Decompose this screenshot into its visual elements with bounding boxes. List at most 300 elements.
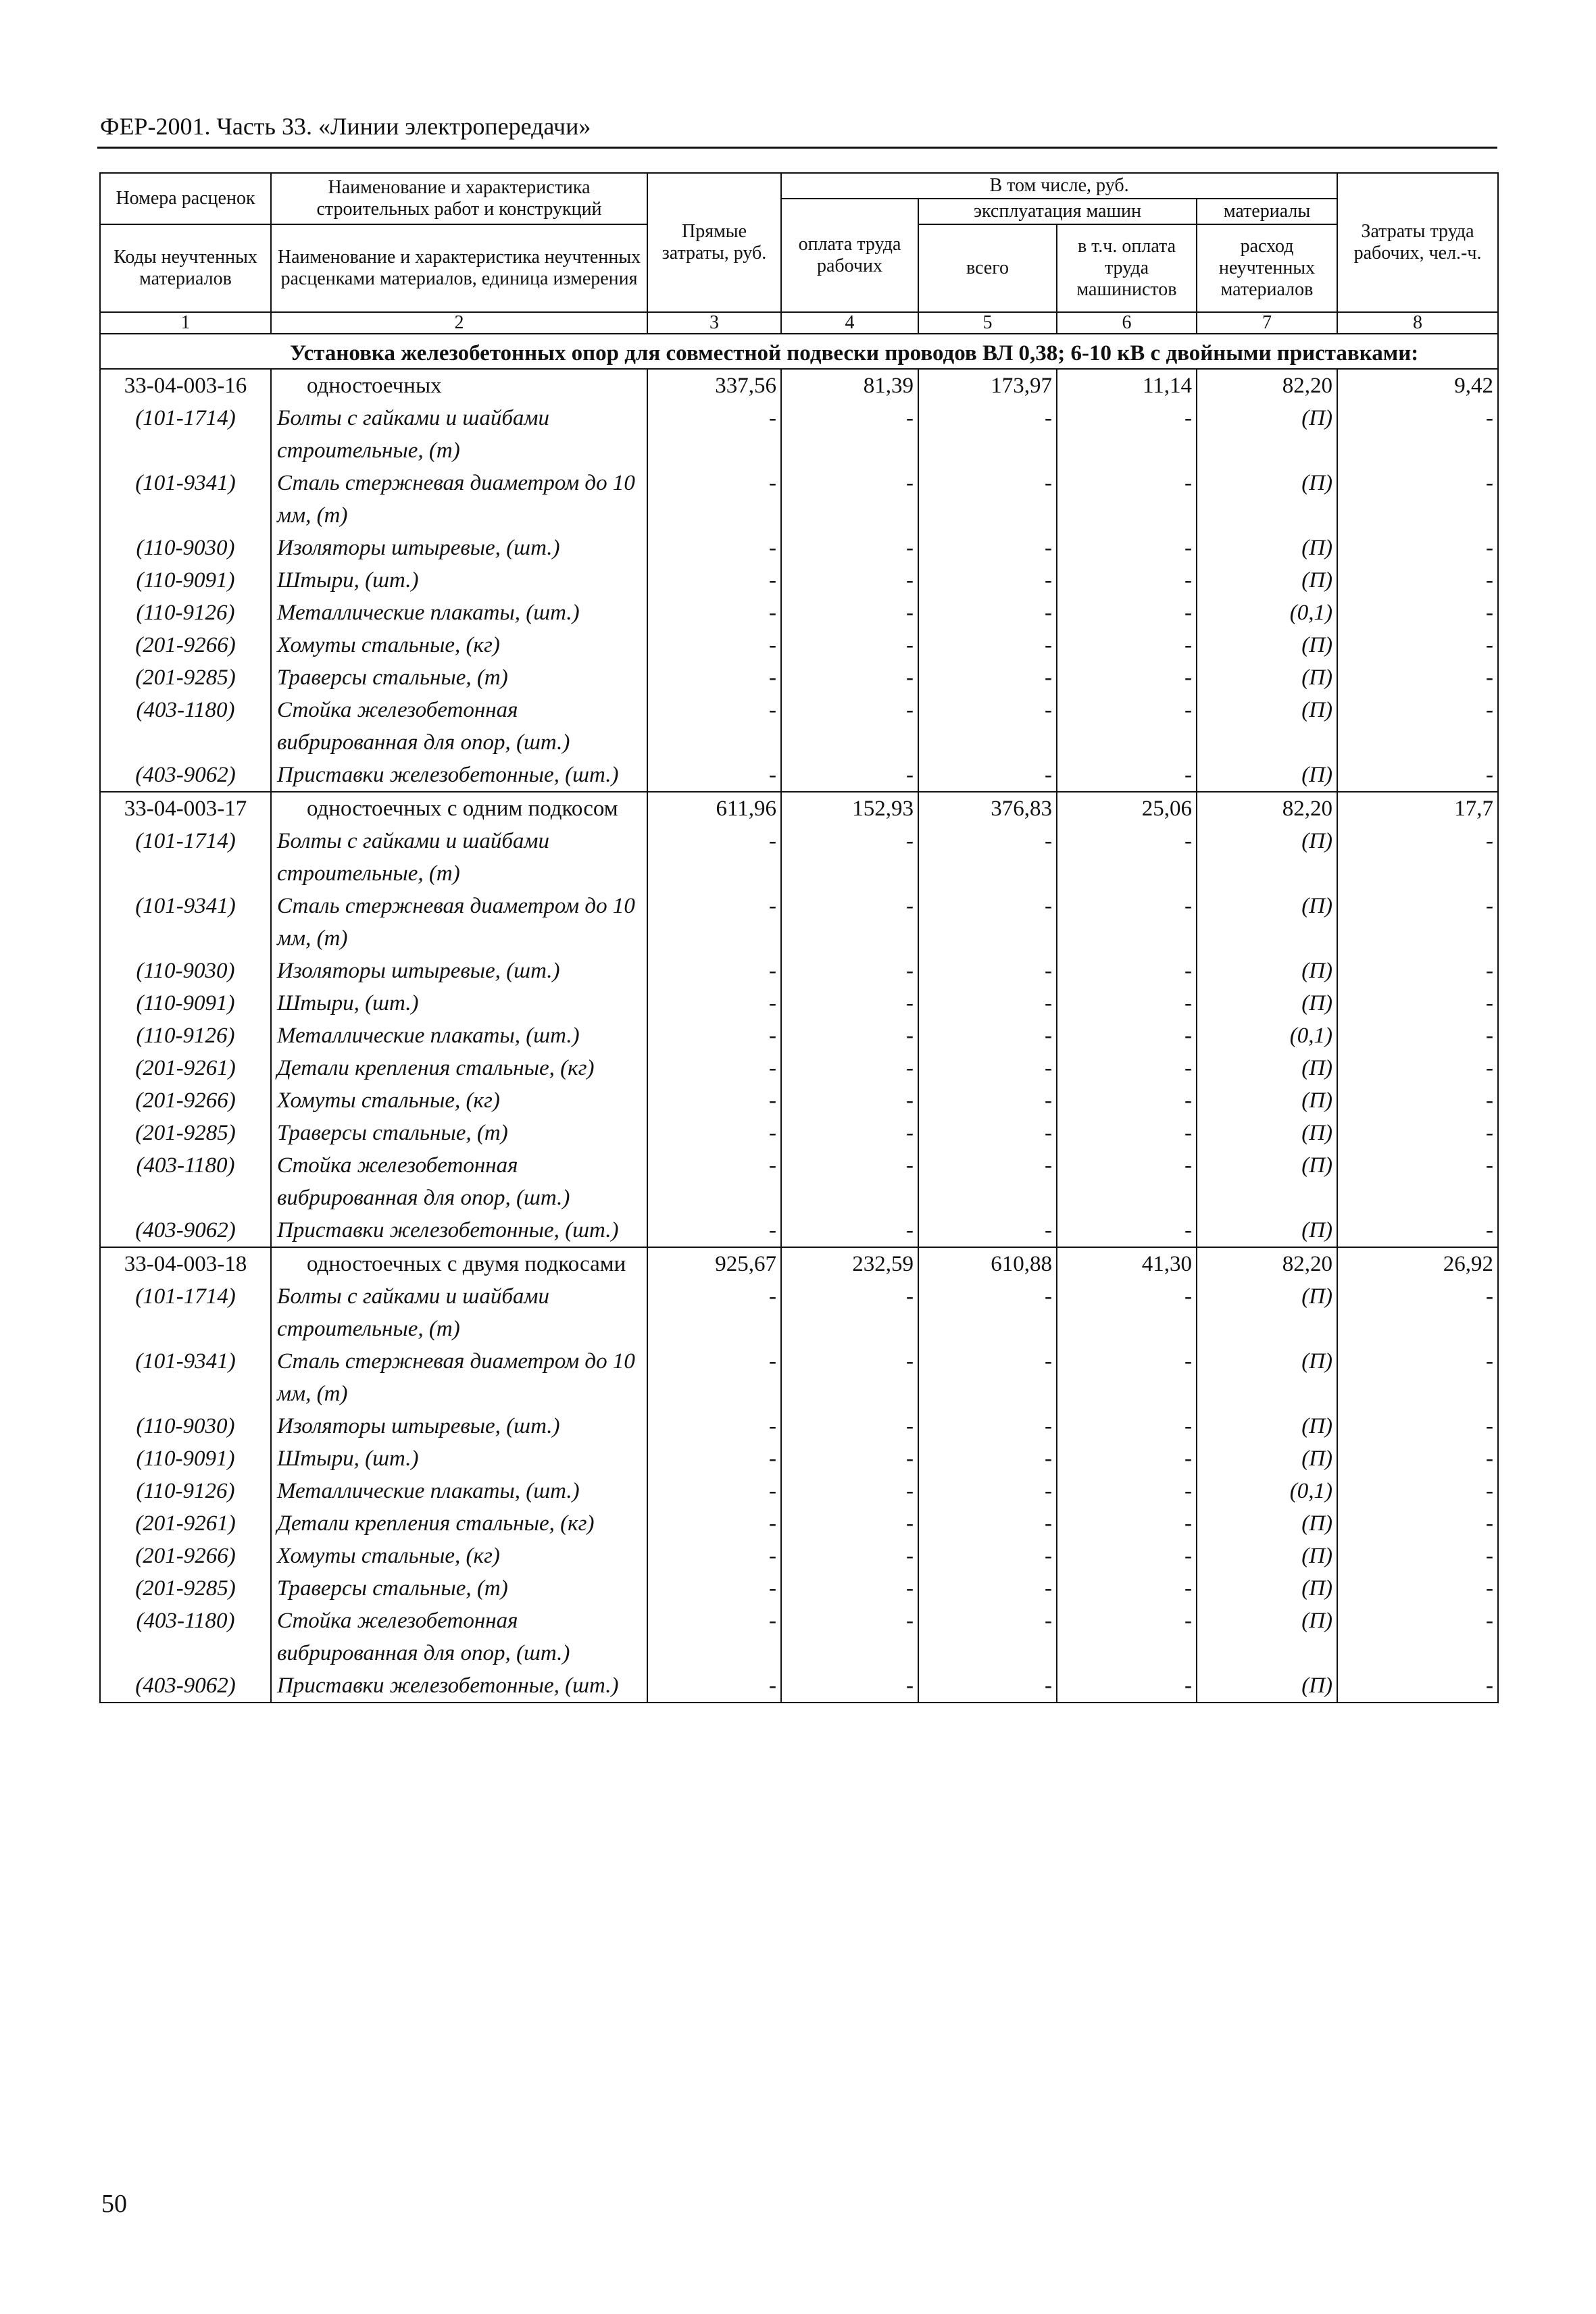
dash-cell: - <box>918 825 1057 890</box>
material-name: Траверсы стальные, (т) <box>271 1117 647 1149</box>
column-number: 1 <box>100 312 271 334</box>
material-quantity: (П) <box>1197 1149 1337 1214</box>
dash-cell: - <box>1057 661 1197 694</box>
dash-cell: - <box>647 597 781 629</box>
material-code: (101-1714) <box>100 402 271 467</box>
material-quantity: (П) <box>1197 759 1337 792</box>
material-code: (110-9126) <box>100 597 271 629</box>
dash-cell: - <box>1057 955 1197 987</box>
dash-cell: - <box>781 825 918 890</box>
dash-cell: - <box>781 1605 918 1669</box>
material-name: Металлические плакаты, (шт.) <box>271 1020 647 1052</box>
material-name: Траверсы стальные, (т) <box>271 661 647 694</box>
machines-total: 376,83 <box>918 792 1057 825</box>
dash-cell: - <box>918 402 1057 467</box>
dash-cell: - <box>647 987 781 1020</box>
dash-cell: - <box>647 1020 781 1052</box>
material-name: Металлические плакаты, (шт.) <box>271 1475 647 1507</box>
material-name: Детали крепления стальные, (кг) <box>271 1052 647 1084</box>
material-code: (101-1714) <box>100 1280 271 1345</box>
dash-cell: - <box>1057 987 1197 1020</box>
material-row <box>100 694 1498 759</box>
dash-cell: - <box>647 467 781 532</box>
dash-cell: - <box>647 564 781 597</box>
material-row <box>100 597 1498 629</box>
materials-cost: 82,20 <box>1197 1247 1337 1280</box>
head-operators-pay: в т.ч. оплата труда машинистов <box>1057 224 1197 312</box>
dash-cell: - <box>1057 467 1197 532</box>
material-row <box>100 532 1498 564</box>
material-name: Стойка железобетонная вибрированная для опор, (шт.) <box>271 1605 647 1669</box>
dash-cell: - <box>1057 1475 1197 1507</box>
dash-cell: - <box>1337 1214 1498 1247</box>
material-row <box>100 1117 1498 1149</box>
dash-cell: - <box>1337 1084 1498 1117</box>
material-name: Детали крепления стальные, (кг) <box>271 1507 647 1540</box>
material-quantity: (П) <box>1197 402 1337 467</box>
dash-cell: - <box>781 1442 918 1475</box>
material-row <box>100 987 1498 1020</box>
dash-cell: - <box>647 1052 781 1084</box>
dash-cell: - <box>1057 694 1197 759</box>
dash-cell: - <box>1337 1117 1498 1149</box>
dash-cell: - <box>781 1084 918 1117</box>
section-title: Установка железобетонных опор для совместной подвески проводов ВЛ 0,38; 6-10 кВ с двойными приставками: <box>100 334 1498 369</box>
dash-cell: - <box>1337 890 1498 955</box>
dash-cell: - <box>1057 1410 1197 1442</box>
material-code: (201-9261) <box>100 1507 271 1540</box>
dash-cell: - <box>781 1345 918 1410</box>
running-header: ФЕР-2001. Часть 33. «Линии электропередачи» <box>100 113 591 140</box>
material-code: (403-1180) <box>100 1605 271 1669</box>
dash-cell: - <box>1337 987 1498 1020</box>
material-quantity: (0,1) <box>1197 1020 1337 1052</box>
material-code: (201-9261) <box>100 1052 271 1084</box>
material-quantity: (П) <box>1197 467 1337 532</box>
rate-row <box>100 369 1498 402</box>
column-number: 2 <box>271 312 647 334</box>
dash-cell: - <box>918 1149 1057 1214</box>
material-row <box>100 1020 1498 1052</box>
dash-cell: - <box>647 532 781 564</box>
dash-cell: - <box>1057 597 1197 629</box>
rate-name: одностоечных <box>271 369 647 402</box>
dash-cell: - <box>918 1410 1057 1442</box>
dash-cell: - <box>1337 955 1498 987</box>
dash-cell: - <box>647 1507 781 1540</box>
rates-table <box>99 172 1499 1703</box>
material-row <box>100 467 1498 532</box>
dash-cell: - <box>918 1345 1057 1410</box>
dash-cell: - <box>647 955 781 987</box>
dash-cell: - <box>1337 1345 1498 1410</box>
material-row <box>100 1669 1498 1703</box>
labor-pay: 232,59 <box>781 1247 918 1280</box>
material-row <box>100 1345 1498 1410</box>
dash-cell: - <box>1057 1442 1197 1475</box>
dash-cell: - <box>1057 1507 1197 1540</box>
rate-name: одностоечных с двумя подкосами <box>271 1247 647 1280</box>
material-name: Хомуты стальные, (кг) <box>271 629 647 661</box>
material-name: Изоляторы штыревые, (шт.) <box>271 955 647 987</box>
dash-cell: - <box>647 661 781 694</box>
labor-hours: 26,92 <box>1337 1247 1498 1280</box>
head-machines-total: всего <box>918 224 1057 312</box>
material-quantity: (П) <box>1197 1084 1337 1117</box>
dash-cell: - <box>1057 1052 1197 1084</box>
material-quantity: (П) <box>1197 1540 1337 1572</box>
material-row <box>100 1084 1498 1117</box>
dash-cell: - <box>918 629 1057 661</box>
material-code: (201-9285) <box>100 1117 271 1149</box>
dash-cell: - <box>1337 1669 1498 1703</box>
machines-total: 610,88 <box>918 1247 1057 1280</box>
dash-cell: - <box>781 1410 918 1442</box>
dash-cell: - <box>918 532 1057 564</box>
dash-cell: - <box>1337 1410 1498 1442</box>
material-quantity: (П) <box>1197 1280 1337 1345</box>
dash-cell: - <box>781 1475 918 1507</box>
dash-cell: - <box>647 1669 781 1703</box>
material-row <box>100 661 1498 694</box>
column-numbers-row <box>100 312 1498 334</box>
material-code: (403-9062) <box>100 1214 271 1247</box>
dash-cell: - <box>1337 1507 1498 1540</box>
material-quantity: (П) <box>1197 825 1337 890</box>
column-number: 7 <box>1197 312 1337 334</box>
column-number: 8 <box>1337 312 1498 334</box>
dash-cell: - <box>647 759 781 792</box>
dash-cell: - <box>647 1442 781 1475</box>
dash-cell: - <box>1337 1020 1498 1052</box>
material-code: (101-1714) <box>100 825 271 890</box>
material-code: (201-9266) <box>100 629 271 661</box>
material-row <box>100 955 1498 987</box>
table-head <box>100 173 1498 334</box>
dash-cell: - <box>1337 1280 1498 1345</box>
dash-cell: - <box>647 1084 781 1117</box>
direct-costs: 925,67 <box>647 1247 781 1280</box>
material-code: (110-9091) <box>100 564 271 597</box>
material-quantity: (0,1) <box>1197 597 1337 629</box>
operators-pay: 41,30 <box>1057 1247 1197 1280</box>
dash-cell: - <box>781 955 918 987</box>
dash-cell: - <box>781 1214 918 1247</box>
rates-table-container <box>99 172 1497 1703</box>
column-number: 3 <box>647 312 781 334</box>
dash-cell: - <box>1057 1149 1197 1214</box>
dash-cell: - <box>1337 825 1498 890</box>
material-quantity: (П) <box>1197 1572 1337 1605</box>
material-quantity: (П) <box>1197 987 1337 1020</box>
material-name: Сталь стержневая диаметром до 10 мм, (т) <box>271 1345 647 1410</box>
material-name: Металлические плакаты, (шт.) <box>271 597 647 629</box>
material-row <box>100 1410 1498 1442</box>
material-name: Приставки железобетонные, (шт.) <box>271 759 647 792</box>
labor-hours: 9,42 <box>1337 369 1498 402</box>
dash-cell: - <box>781 1572 918 1605</box>
material-quantity: (0,1) <box>1197 1475 1337 1507</box>
material-quantity: (П) <box>1197 1117 1337 1149</box>
dash-cell: - <box>1337 759 1498 792</box>
dash-cell: - <box>918 1572 1057 1605</box>
dash-cell: - <box>647 1117 781 1149</box>
rate-code: 33-04-003-18 <box>100 1247 271 1280</box>
material-code: (403-9062) <box>100 759 271 792</box>
dash-cell: - <box>1057 1572 1197 1605</box>
direct-costs: 611,96 <box>647 792 781 825</box>
head-labor-pay: оплата труда рабочих <box>781 199 918 312</box>
head-material-codes: Коды неучтенных материалов <box>100 224 271 312</box>
material-quantity: (П) <box>1197 890 1337 955</box>
dash-cell: - <box>647 1214 781 1247</box>
material-code: (403-1180) <box>100 694 271 759</box>
material-code: (201-9285) <box>100 661 271 694</box>
dash-cell: - <box>1337 1572 1498 1605</box>
material-row <box>100 1280 1498 1345</box>
material-code: (101-9341) <box>100 1345 271 1410</box>
material-row <box>100 1572 1498 1605</box>
dash-cell: - <box>781 1020 918 1052</box>
dash-cell: - <box>1337 1475 1498 1507</box>
material-row <box>100 825 1498 890</box>
material-code: (101-9341) <box>100 890 271 955</box>
table-body <box>100 334 1498 1703</box>
material-quantity: (П) <box>1197 661 1337 694</box>
material-name: Приставки железобетонные, (шт.) <box>271 1214 647 1247</box>
operators-pay: 11,14 <box>1057 369 1197 402</box>
dash-cell: - <box>781 532 918 564</box>
material-name: Траверсы стальные, (т) <box>271 1572 647 1605</box>
materials-cost: 82,20 <box>1197 369 1337 402</box>
material-code: (201-9285) <box>100 1572 271 1605</box>
dash-cell: - <box>918 1117 1057 1149</box>
material-row <box>100 890 1498 955</box>
column-number: 6 <box>1057 312 1197 334</box>
dash-cell: - <box>781 1149 918 1214</box>
material-row <box>100 629 1498 661</box>
dash-cell: - <box>1057 1540 1197 1572</box>
material-name: Хомуты стальные, (кг) <box>271 1084 647 1117</box>
material-row <box>100 759 1498 792</box>
dash-cell: - <box>781 629 918 661</box>
column-number: 5 <box>918 312 1057 334</box>
dash-cell: - <box>918 1442 1057 1475</box>
material-name: Болты с гайками и шайбами строительные, (т) <box>271 825 647 890</box>
dash-cell: - <box>647 1149 781 1214</box>
material-quantity: (П) <box>1197 1442 1337 1475</box>
dash-cell: - <box>647 402 781 467</box>
dash-cell: - <box>918 694 1057 759</box>
dash-cell: - <box>1337 1442 1498 1475</box>
material-quantity: (П) <box>1197 1214 1337 1247</box>
dash-cell: - <box>1057 564 1197 597</box>
material-code: (110-9030) <box>100 532 271 564</box>
dash-cell: - <box>918 1052 1057 1084</box>
material-name: Штыри, (шт.) <box>271 564 647 597</box>
material-quantity: (П) <box>1197 1410 1337 1442</box>
operators-pay: 25,06 <box>1057 792 1197 825</box>
material-row <box>100 402 1498 467</box>
material-row <box>100 1605 1498 1669</box>
head-labor-hours: Затраты труда рабочих, чел.-ч. <box>1337 173 1498 312</box>
dash-cell: - <box>918 467 1057 532</box>
dash-cell: - <box>647 1605 781 1669</box>
direct-costs: 337,56 <box>647 369 781 402</box>
rate-code: 33-04-003-16 <box>100 369 271 402</box>
dash-cell: - <box>918 661 1057 694</box>
material-name: Штыри, (шт.) <box>271 987 647 1020</box>
dash-cell: - <box>781 467 918 532</box>
dash-cell: - <box>918 1669 1057 1703</box>
head-work-name: Наименование и характеристика строительных работ и конструкций <box>271 173 647 224</box>
material-code: (403-1180) <box>100 1149 271 1214</box>
dash-cell: - <box>647 694 781 759</box>
dash-cell: - <box>1337 1052 1498 1084</box>
dash-cell: - <box>781 759 918 792</box>
material-name: Сталь стержневая диаметром до 10 мм, (т) <box>271 890 647 955</box>
material-code: (110-9030) <box>100 1410 271 1442</box>
dash-cell: - <box>647 1280 781 1345</box>
dash-cell: - <box>1337 1605 1498 1669</box>
dash-cell: - <box>781 987 918 1020</box>
head-materials: материалы <box>1197 199 1337 224</box>
material-row <box>100 1149 1498 1214</box>
labor-pay: 152,93 <box>781 792 918 825</box>
dash-cell: - <box>1057 402 1197 467</box>
dash-cell: - <box>1337 532 1498 564</box>
dash-cell: - <box>1057 1669 1197 1703</box>
dash-cell: - <box>647 1345 781 1410</box>
head-unaccounted-materials: расход неучтенных материалов <box>1197 224 1337 312</box>
dash-cell: - <box>1057 1084 1197 1117</box>
dash-cell: - <box>1057 1345 1197 1410</box>
dash-cell: - <box>1337 467 1498 532</box>
material-quantity: (П) <box>1197 629 1337 661</box>
material-name: Болты с гайками и шайбами строительные, (т) <box>271 402 647 467</box>
dash-cell: - <box>1057 1214 1197 1247</box>
rate-row <box>100 792 1498 825</box>
material-row <box>100 1052 1498 1084</box>
material-code: (110-9091) <box>100 987 271 1020</box>
column-number: 4 <box>781 312 918 334</box>
material-name: Стойка железобетонная вибрированная для опор, (шт.) <box>271 694 647 759</box>
dash-cell: - <box>918 1084 1057 1117</box>
material-code: (403-9062) <box>100 1669 271 1703</box>
dash-cell: - <box>1057 629 1197 661</box>
dash-cell: - <box>1337 1149 1498 1214</box>
rate-name: одностоечных с одним подкосом <box>271 792 647 825</box>
material-quantity: (П) <box>1197 1605 1337 1669</box>
material-quantity: (П) <box>1197 694 1337 759</box>
dash-cell: - <box>647 629 781 661</box>
dash-cell: - <box>1057 759 1197 792</box>
head-material-names: Наименование и характеристика неучтенных расценками материалов, единица измерения <box>271 224 647 312</box>
material-name: Болты с гайками и шайбами строительные, (т) <box>271 1280 647 1345</box>
dash-cell: - <box>781 1117 918 1149</box>
material-quantity: (П) <box>1197 1669 1337 1703</box>
dash-cell: - <box>918 1605 1057 1669</box>
dash-cell: - <box>918 955 1057 987</box>
dash-cell: - <box>1057 1605 1197 1669</box>
labor-pay: 81,39 <box>781 369 918 402</box>
dash-cell: - <box>781 890 918 955</box>
material-row <box>100 1442 1498 1475</box>
dash-cell: - <box>781 1052 918 1084</box>
machines-total: 173,97 <box>918 369 1057 402</box>
head-rate-numbers: Номера расценок <box>100 173 271 224</box>
dash-cell: - <box>1337 694 1498 759</box>
material-name: Изоляторы штыревые, (шт.) <box>271 532 647 564</box>
dash-cell: - <box>781 694 918 759</box>
material-row <box>100 1540 1498 1572</box>
material-row <box>100 564 1498 597</box>
head-including-group: В том числе, руб. <box>781 173 1337 199</box>
material-name: Хомуты стальные, (кг) <box>271 1540 647 1572</box>
material-quantity: (П) <box>1197 955 1337 987</box>
dash-cell: - <box>918 987 1057 1020</box>
head-direct-costs: Прямые затраты, руб. <box>647 173 781 312</box>
dash-cell: - <box>1337 402 1498 467</box>
dash-cell: - <box>647 1540 781 1572</box>
material-code: (110-9091) <box>100 1442 271 1475</box>
dash-cell: - <box>1057 532 1197 564</box>
dash-cell: - <box>781 1540 918 1572</box>
dash-cell: - <box>918 564 1057 597</box>
dash-cell: - <box>1057 890 1197 955</box>
dash-cell: - <box>918 1507 1057 1540</box>
material-name: Приставки железобетонные, (шт.) <box>271 1669 647 1703</box>
material-code: (110-9126) <box>100 1475 271 1507</box>
dash-cell: - <box>1057 1020 1197 1052</box>
materials-cost: 82,20 <box>1197 792 1337 825</box>
material-row <box>100 1507 1498 1540</box>
dash-cell: - <box>1057 1280 1197 1345</box>
dash-cell: - <box>1057 1117 1197 1149</box>
dash-cell: - <box>781 564 918 597</box>
dash-cell: - <box>1337 661 1498 694</box>
page-number: 50 <box>101 2190 127 2218</box>
material-name: Стойка железобетонная вибрированная для опор, (шт.) <box>271 1149 647 1214</box>
dash-cell: - <box>781 1507 918 1540</box>
dash-cell: - <box>918 1214 1057 1247</box>
material-name: Сталь стержневая диаметром до 10 мм, (т) <box>271 467 647 532</box>
material-name: Штыри, (шт.) <box>271 1442 647 1475</box>
head-machine-operation: эксплуатация машин <box>918 199 1197 224</box>
rate-row <box>100 1247 1498 1280</box>
dash-cell: - <box>918 1280 1057 1345</box>
material-code: (201-9266) <box>100 1084 271 1117</box>
material-row <box>100 1475 1498 1507</box>
material-quantity: (П) <box>1197 1507 1337 1540</box>
rate-code: 33-04-003-17 <box>100 792 271 825</box>
dash-cell: - <box>918 890 1057 955</box>
dash-cell: - <box>647 1410 781 1442</box>
dash-cell: - <box>1337 1540 1498 1572</box>
dash-cell: - <box>918 1540 1057 1572</box>
dash-cell: - <box>781 402 918 467</box>
labor-hours: 17,7 <box>1337 792 1498 825</box>
dash-cell: - <box>1337 629 1498 661</box>
dash-cell: - <box>647 825 781 890</box>
dash-cell: - <box>781 597 918 629</box>
dash-cell: - <box>781 1280 918 1345</box>
dash-cell: - <box>918 1475 1057 1507</box>
material-quantity: (П) <box>1197 1052 1337 1084</box>
dash-cell: - <box>1337 564 1498 597</box>
dash-cell: - <box>1337 597 1498 629</box>
dash-cell: - <box>1057 825 1197 890</box>
